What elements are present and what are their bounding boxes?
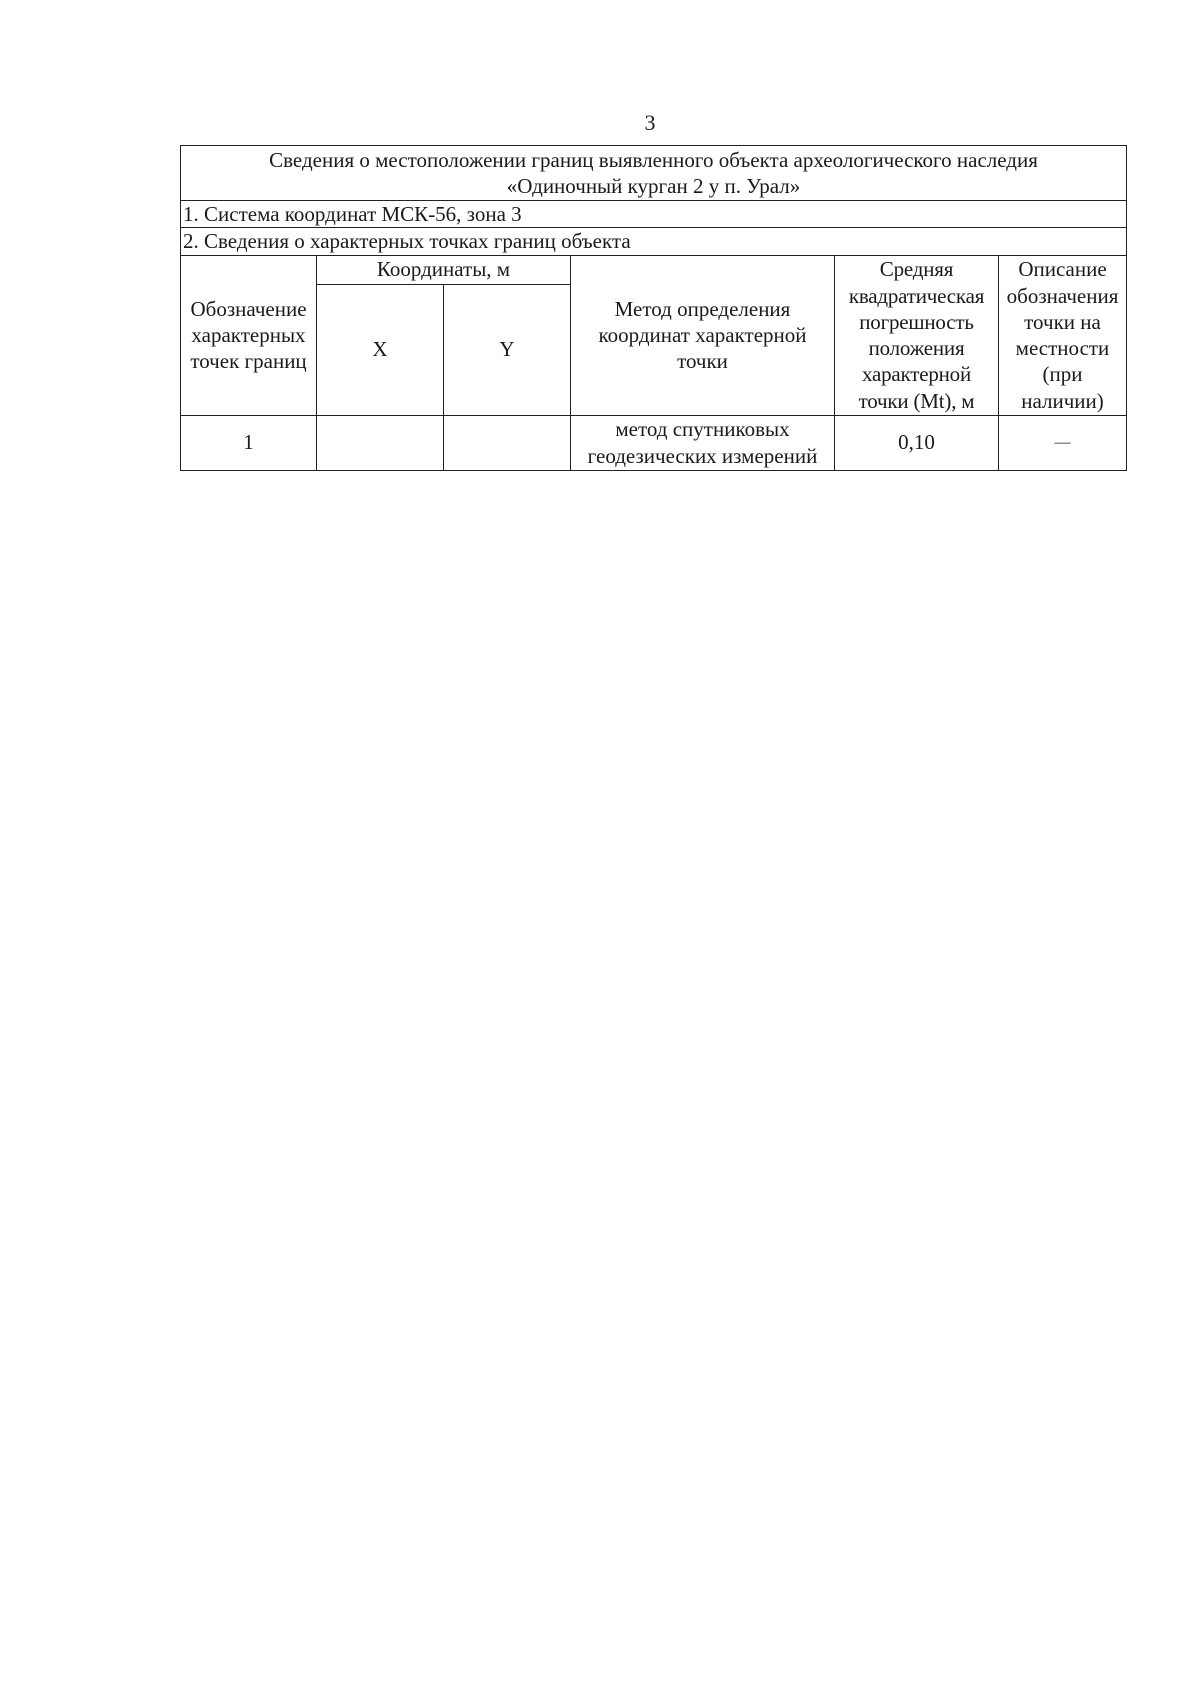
table-title-line-2: «Одиночный курган 2 у п. Урал» xyxy=(506,174,801,198)
table-title xyxy=(181,146,1127,201)
header-description: Описание обозначения точки на местности (при наличии) xyxy=(999,255,1127,415)
cell-description: — xyxy=(999,415,1127,470)
header-designation: Обозначение характерных точек границ xyxy=(181,255,317,415)
table-title-line-1: Сведения о местоположении границ выявленного объекта археологического наследия xyxy=(269,147,1038,172)
points-section-row: 2. Сведения о характерных точках границ объекта xyxy=(181,228,1127,255)
header-method: Метод определения координат характерной точки xyxy=(571,255,835,415)
page-number: 3 xyxy=(644,110,656,135)
cell-accuracy: 0,10 xyxy=(835,415,999,470)
cell-designation: 1 xyxy=(181,415,317,470)
header-accuracy: Средняя квадратическая погрешность положения характерной точки (Mt), м xyxy=(835,255,999,415)
cell-x xyxy=(317,415,444,470)
cell-method: метод спутниковых геодезических измерений xyxy=(571,415,835,470)
header-coordinates: Координаты, м xyxy=(317,255,571,284)
cell-y xyxy=(444,415,571,470)
boundary-points-table xyxy=(180,145,1127,471)
header-x: X xyxy=(317,284,444,415)
header-y: Y xyxy=(444,284,571,415)
table-row xyxy=(181,415,1127,470)
coordinate-system-row: 1. Система координат МСК-56, зона 3 xyxy=(181,201,1127,228)
